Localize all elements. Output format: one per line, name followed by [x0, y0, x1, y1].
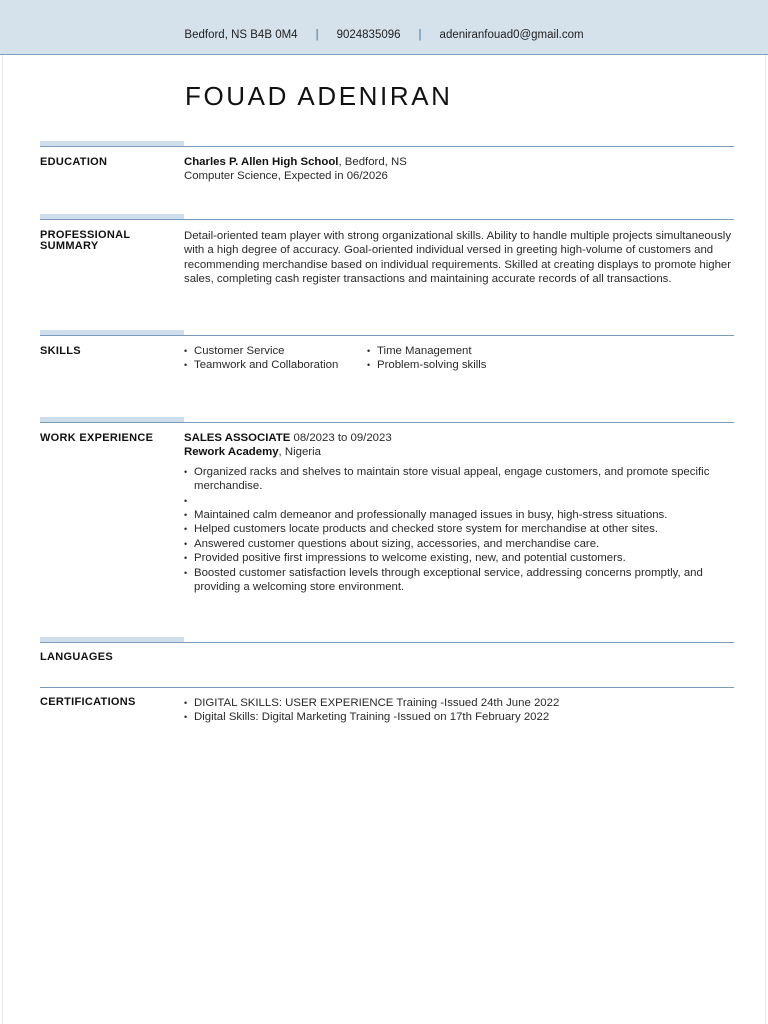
- skill-item: • Customer Service: [184, 344, 367, 358]
- contact-email: adeniranfouad0@gmail.com: [439, 29, 584, 41]
- skill-item: • Teamwork and Collaboration: [184, 358, 367, 372]
- candidate-name: FOUAD ADENIRAN: [185, 81, 453, 111]
- skills-list: [184, 344, 739, 373]
- certifications-content: [184, 696, 739, 725]
- work-bullet: [184, 494, 739, 508]
- section-rule: [40, 146, 734, 147]
- skills-section: [40, 330, 734, 390]
- skills-grid: [184, 344, 739, 373]
- skill-item: • Problem-solving skills: [367, 358, 550, 372]
- employer-location: , Nigeria: [278, 446, 321, 459]
- contact-separator: |: [315, 29, 319, 41]
- section-rule: [40, 687, 734, 688]
- work-content: [184, 431, 739, 594]
- certifications-section: [40, 682, 734, 732]
- education-content: [184, 155, 739, 184]
- certification-item: • Digital Skills: Digital Marketing Training -Issued on 17th February 2022: [184, 710, 739, 724]
- contact-header: [0, 0, 768, 55]
- summary-label-line2: SUMMARY: [40, 240, 99, 252]
- employer-name: Rework Academy: [184, 446, 279, 459]
- summary-label-line1: PROFESSIONAL: [40, 229, 131, 241]
- summary-text: Detail-oriented team player with strong organizational skills. Ability to handle multiple projects simultaneously with a high degree of accuracy. Goal-oriented individual versed in greeting high-volume of customers and recommending merchandise based on individual requirements. Skilled at creating displays to promote higher sales, completing cash register transactions and maintaining accurate records of all transactions.: [184, 230, 732, 286]
- contact-separator: |: [418, 29, 422, 41]
- work-bullet: • Answered customer questions about sizing, accessories, and merchandise care.: [184, 537, 739, 551]
- skills-label: SKILLS: [40, 345, 81, 357]
- work-bullet: • Boosted customer satisfaction levels through exceptional service, addressing concerns promptly, and providing a welcoming store environment.: [184, 566, 739, 595]
- education-school-line: [184, 155, 739, 169]
- certifications-list: [184, 696, 739, 725]
- work-bullet: • Provided positive first impressions to welcome existing, new, and potential customers.: [184, 551, 739, 565]
- education-section: [40, 141, 734, 191]
- languages-label: LANGUAGES: [40, 651, 113, 663]
- work-section: [40, 417, 734, 617]
- contact-address: Bedford, NS B4B 0M4: [184, 29, 298, 41]
- education-program: Computer Science, Expected in 06/2026: [184, 170, 388, 183]
- section-rule: [40, 642, 734, 643]
- school-location: , Bedford, NS: [338, 156, 407, 168]
- section-rule: [40, 219, 734, 220]
- school-name: Charles P. Allen High School: [184, 156, 339, 168]
- employer-line: [184, 445, 739, 459]
- contact-phone: 9024835096: [336, 29, 401, 41]
- job-title: SALES ASSOCIATE: [184, 432, 291, 444]
- work-label: WORK EXPERIENCE: [40, 432, 154, 444]
- contact-row: [0, 27, 768, 43]
- work-bullet: • Maintained calm demeanor and professionally managed issues in busy, high-stress situations.: [184, 508, 739, 522]
- certification-item: • DIGITAL SKILLS: USER EXPERIENCE Training -Issued 24th June 2022: [184, 696, 739, 710]
- job-title-line: [184, 431, 739, 445]
- job-dates: 08/2023 to 09/2023: [290, 432, 392, 444]
- work-bullet: • Organized racks and shelves to maintain store visual appeal, engage customers, and promote specific merchandise.: [184, 465, 739, 494]
- section-rule: [40, 422, 734, 423]
- education-label: EDUCATION: [40, 156, 108, 168]
- section-rule: [40, 335, 734, 336]
- work-bullet: • Helped customers locate products and checked store system for merchandise at other sites.: [184, 522, 739, 536]
- certifications-label: CERTIFICATIONS: [40, 696, 136, 708]
- summary-label: [40, 230, 130, 252]
- languages-section: [40, 637, 734, 667]
- work-bullets: [184, 465, 739, 595]
- summary-section: [40, 214, 734, 314]
- skill-item: • Time Management: [367, 344, 550, 358]
